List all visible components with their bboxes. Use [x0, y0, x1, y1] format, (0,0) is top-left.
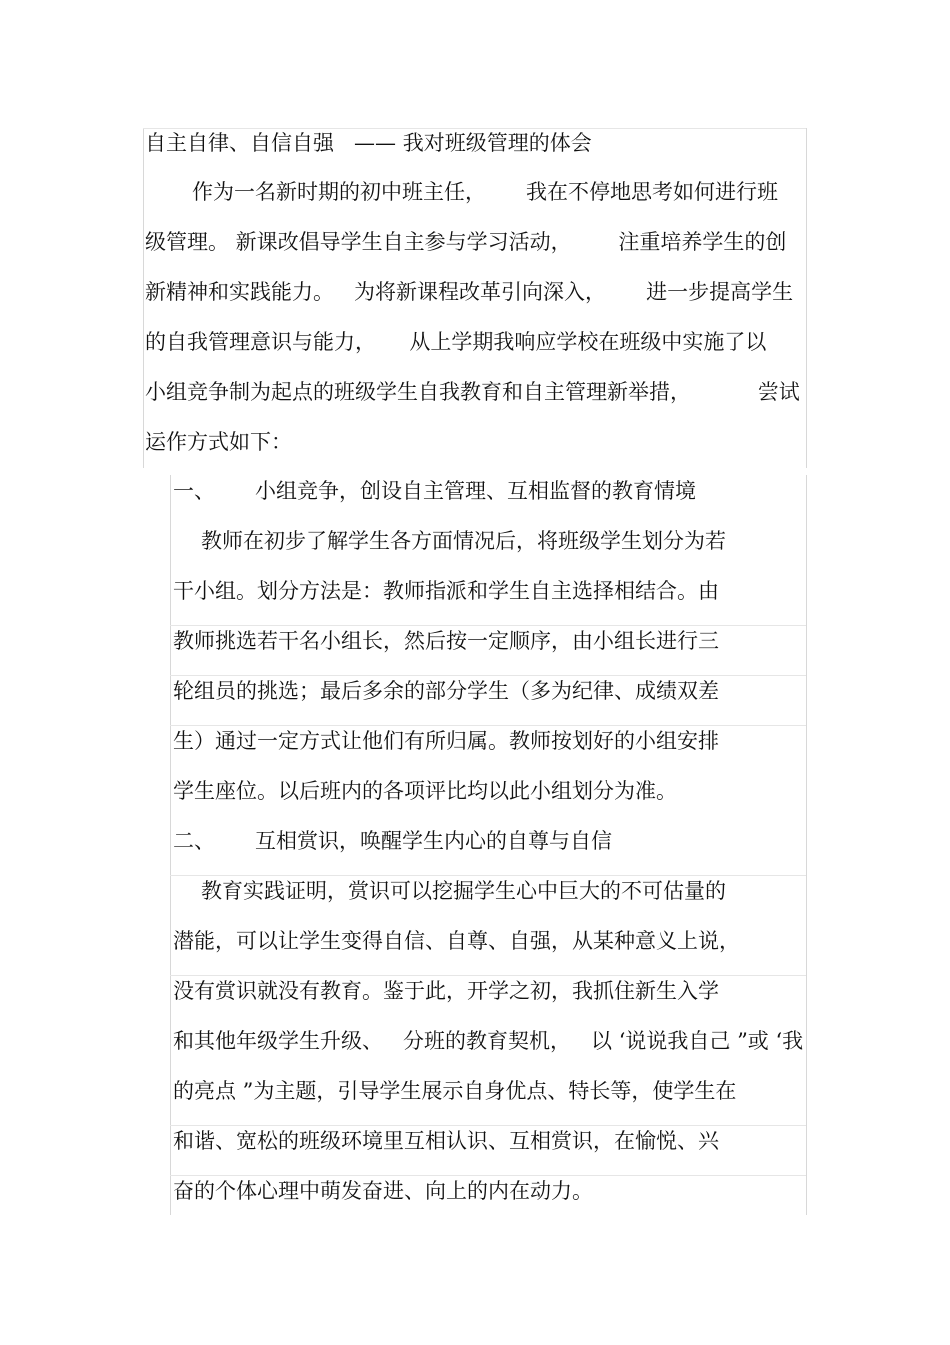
intro-line: 运作方式如下：: [145, 430, 292, 454]
intro-line: 作为一名新时期的初中班主任， 我在不停地思考如何进行班: [192, 180, 779, 204]
section-line: 干小组。划分方法是：教师指派和学生自主选择相结合。由: [173, 579, 719, 603]
section-line: 教师挑选若干名小组长，然后按一定顺序，由小组长进行三: [173, 629, 719, 653]
section-line: 和其他年级学生升级、 分班的教育契机， 以 ‘说说我自己 ”或 ‘我: [173, 1029, 804, 1053]
row-rule: [170, 725, 806, 726]
section-heading: 一、 小组竞争，创设自主管理、互相监督的教育情境: [173, 479, 697, 503]
section-heading: 二、 互相赏识，唤醒学生内心的自尊与自信: [173, 829, 613, 853]
intro-line: 的自我管理意识与能力， 从上学期我响应学校在班级中实施了以: [145, 330, 767, 354]
section-line: 奋的个体心理中萌发奋进、向上的内在动力。: [173, 1179, 593, 1203]
border-right-bottom: [806, 475, 807, 1215]
border-left-bottom: [170, 475, 171, 1215]
document-title: 自主自律、自信自强 —— 我对班级管理的体会: [145, 131, 592, 155]
section-line: 的亮点 ”为主题，引导学生展示自身优点、特长等，使学生在: [173, 1079, 737, 1103]
row-rule: [170, 875, 806, 876]
section-line: 没有赏识就没有教育。鉴于此，开学之初，我抓住新生入学: [173, 979, 719, 1003]
border-right-top: [806, 128, 807, 468]
intro-line: 新精神和实践能力。 为将新课程改革引向深入， 进一步提高学生: [145, 280, 794, 304]
row-rule: [170, 625, 806, 626]
row-rule: [170, 675, 806, 676]
border-left-top: [143, 128, 144, 468]
row-rule: [170, 975, 806, 976]
section-line: 潜能，可以让学生变得自信、自尊、自强，从某种意义上说，: [173, 929, 740, 953]
intro-line: 级管理。 新课改倡导学生自主参与学习活动， 注重培养学生的创: [145, 230, 787, 254]
section-line: 生）通过一定方式让他们有所归属。教师按划好的小组安排: [173, 729, 719, 753]
row-rule: [170, 1125, 806, 1126]
section-line: 教师在初步了解学生各方面情况后，将班级学生划分为若: [201, 529, 726, 553]
row-rule: [170, 1175, 806, 1176]
section-line: 教育实践证明，赏识可以挖掘学生心中巨大的不可估量的: [201, 879, 726, 903]
section-line: 和谐、宽松的班级环境里互相认识、互相赏识，在愉悦、兴: [173, 1129, 719, 1153]
section-line: 轮组员的挑选；最后多余的部分学生（多为纪律、成绩双差: [173, 679, 719, 703]
intro-line: 小组竞争制为起点的班级学生自我教育和自主管理新举措， 尝试: [145, 380, 800, 404]
section-line: 学生座位。以后班内的各项评比均以此小组划分为准。: [173, 779, 677, 803]
